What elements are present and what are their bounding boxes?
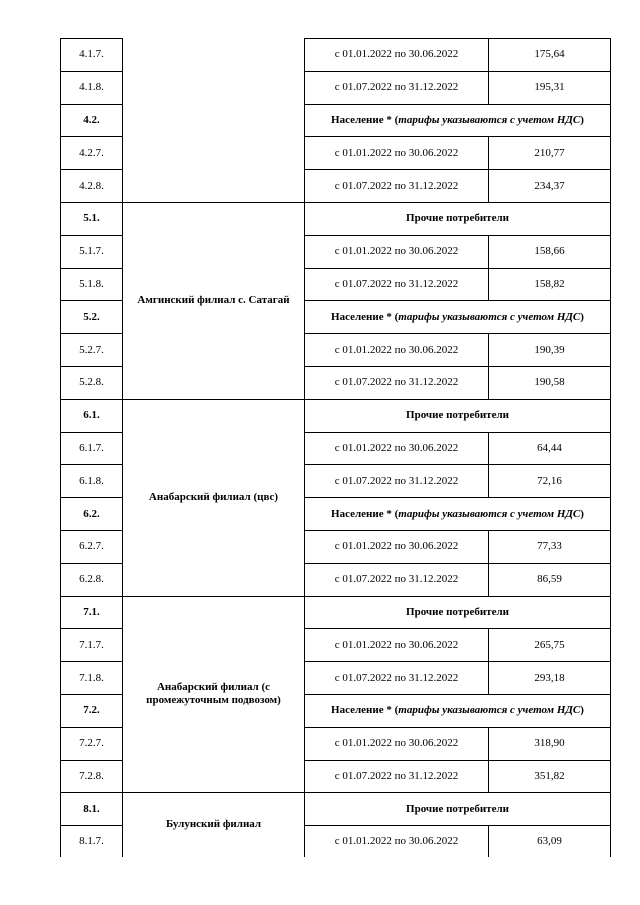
tariff-period: с 01.01.2022 по 30.06.2022 — [305, 530, 489, 563]
tariff-value: 293,18 — [489, 662, 611, 695]
branch-name-cell: Анабарский филиал (с промежуточным подвозом) — [123, 596, 305, 793]
consumer-group-population: Население * (тарифы указываются с учетом НДС) — [305, 104, 611, 137]
row-number: 7.1. — [61, 596, 123, 629]
consumer-group-other: Прочие потребители — [305, 399, 611, 432]
tariff-value: 64,44 — [489, 432, 611, 465]
row-number: 7.2. — [61, 694, 123, 727]
tariff-period: с 01.07.2022 по 31.12.2022 — [305, 268, 489, 301]
tariff-value: 175,64 — [489, 39, 611, 72]
tariff-value: 190,58 — [489, 366, 611, 399]
tariff-period: с 01.07.2022 по 31.12.2022 — [305, 366, 489, 399]
tariff-period: с 01.01.2022 по 30.06.2022 — [305, 235, 489, 268]
tariff-value: 72,16 — [489, 465, 611, 498]
tariff-period: с 01.01.2022 по 30.06.2022 — [305, 432, 489, 465]
branch-name-cell: Амгинский филиал с. Сатагай — [123, 202, 305, 399]
row-number: 5.1.7. — [61, 235, 123, 268]
tariff-value: 63,09 — [489, 826, 611, 857]
row-number: 7.1.8. — [61, 662, 123, 695]
tariff-period: с 01.07.2022 по 31.12.2022 — [305, 71, 489, 104]
tariff-value: 351,82 — [489, 760, 611, 793]
row-number: 6.1.8. — [61, 465, 123, 498]
table-row — [61, 793, 611, 826]
row-number: 4.2. — [61, 104, 123, 137]
table-row — [61, 39, 611, 72]
tariff-period: с 01.07.2022 по 31.12.2022 — [305, 170, 489, 203]
tariff-value: 265,75 — [489, 629, 611, 662]
row-number: 5.2.8. — [61, 366, 123, 399]
row-number: 4.1.7. — [61, 39, 123, 72]
consumer-group-other: Прочие потребители — [305, 793, 611, 826]
tariff-value: 158,66 — [489, 235, 611, 268]
table-row — [61, 596, 611, 629]
row-number: 6.1. — [61, 399, 123, 432]
tariff-value: 318,90 — [489, 727, 611, 760]
row-number: 6.2.7. — [61, 530, 123, 563]
tariff-value: 77,33 — [489, 530, 611, 563]
tariff-period: с 01.07.2022 по 31.12.2022 — [305, 662, 489, 695]
row-number: 6.2. — [61, 498, 123, 531]
consumer-group-other: Прочие потребители — [305, 596, 611, 629]
tariff-value: 234,37 — [489, 170, 611, 203]
branch-name-cell: Булунский филиал — [123, 793, 305, 857]
row-number: 6.1.7. — [61, 432, 123, 465]
tariff-period: с 01.07.2022 по 31.12.2022 — [305, 465, 489, 498]
row-number: 4.1.8. — [61, 71, 123, 104]
consumer-group-other: Прочие потребители — [305, 202, 611, 235]
row-number: 8.1. — [61, 793, 123, 826]
tariff-value: 195,31 — [489, 71, 611, 104]
row-number: 6.2.8. — [61, 563, 123, 596]
tariff-value: 86,59 — [489, 563, 611, 596]
tariff-period: с 01.01.2022 по 30.06.2022 — [305, 826, 489, 857]
tariff-period: с 01.07.2022 по 31.12.2022 — [305, 563, 489, 596]
tariff-period: с 01.01.2022 по 30.06.2022 — [305, 137, 489, 170]
row-number: 5.2. — [61, 301, 123, 334]
consumer-group-population: Население * (тарифы указываются с учетом НДС) — [305, 498, 611, 531]
row-number: 5.1.8. — [61, 268, 123, 301]
branch-name-cell: Анабарский филиал (цвс) — [123, 399, 305, 596]
tariff-period: с 01.01.2022 по 30.06.2022 — [305, 629, 489, 662]
tariff-value: 210,77 — [489, 137, 611, 170]
consumer-group-population: Население * (тарифы указываются с учетом НДС) — [305, 301, 611, 334]
tariff-period: с 01.01.2022 по 30.06.2022 — [305, 39, 489, 72]
table-row — [61, 399, 611, 432]
tariff-period: с 01.01.2022 по 30.06.2022 — [305, 727, 489, 760]
row-number: 5.2.7. — [61, 334, 123, 367]
row-number: 7.1.7. — [61, 629, 123, 662]
row-number: 7.2.7. — [61, 727, 123, 760]
tariff-period: с 01.07.2022 по 31.12.2022 — [305, 760, 489, 793]
row-number: 7.2.8. — [61, 760, 123, 793]
row-number: 5.1. — [61, 202, 123, 235]
tariff-period: с 01.01.2022 по 30.06.2022 — [305, 334, 489, 367]
table-row — [61, 202, 611, 235]
consumer-group-population: Население * (тарифы указываются с учетом НДС) — [305, 694, 611, 727]
tariff-table — [60, 38, 611, 857]
row-number: 8.1.7. — [61, 826, 123, 857]
tariff-value: 190,39 — [489, 334, 611, 367]
row-number: 4.2.8. — [61, 170, 123, 203]
row-number: 4.2.7. — [61, 137, 123, 170]
tariff-value: 158,82 — [489, 268, 611, 301]
branch-name-cell — [123, 39, 305, 203]
